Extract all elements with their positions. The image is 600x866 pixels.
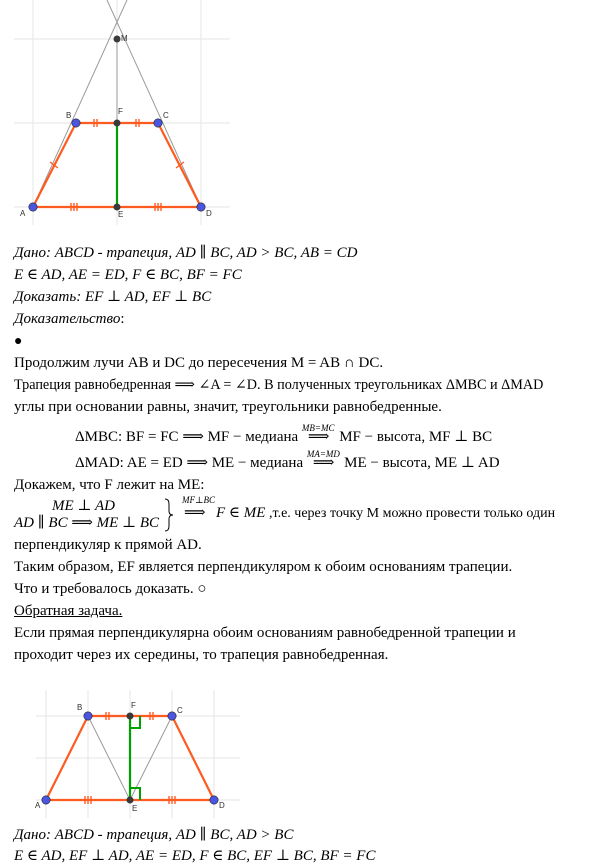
eq2-condition: MA=MD xyxy=(306,449,340,459)
given2-label: Дано xyxy=(14,827,46,843)
label-c-2: C xyxy=(177,706,183,715)
system-condition: MF⊥BC xyxy=(182,495,215,505)
system-tail: ,т.е. через точку М можно провести только один xyxy=(269,506,556,521)
label-b: B xyxy=(66,111,72,120)
bullet: ● xyxy=(14,334,23,349)
proof-line-4: Докажем, что F лежит на ME: xyxy=(14,477,205,493)
proof-line-6: Таким образом, EF является перпендикуляром к обоим основаниям трапеции. xyxy=(14,559,513,575)
system-brace xyxy=(164,498,174,532)
system-top: ME ⊥ AD xyxy=(52,498,115,514)
system-result: F ∈ ME xyxy=(216,505,266,521)
figure-1 xyxy=(0,0,600,240)
proof-label: Доказательство xyxy=(14,311,121,327)
eq1-left: ΔMBC: BF = FC ⟹ MF − медиана xyxy=(75,429,302,445)
grid-lines-2 xyxy=(36,690,240,818)
label-d: D xyxy=(206,209,212,218)
given2-line-2: E ∈ AD, EF ⊥ AD, AE = ED, F ∈ BC, EF ⊥ BC, BF = FC xyxy=(14,848,376,864)
label-f-2: F xyxy=(131,701,136,710)
eq2-arrow: ⟹ xyxy=(312,455,335,471)
given2-text: : ABCD - трапеция, AD ∥ BC, AD > BC xyxy=(46,827,294,843)
label-c: C xyxy=(163,111,169,120)
given-text: : ABCD - трапеция, AD ∥ BC, AD > BC, AB = CD xyxy=(46,245,358,261)
converse-line-1: Если прямая перпендикулярна обоим основаниям равнобедренной трапеции и xyxy=(14,625,516,641)
label-f: F xyxy=(118,107,123,116)
proof-line-7: Что и требовалось доказать. ○ xyxy=(14,581,207,597)
eq1-right: MF − высота, MF ⊥ BC xyxy=(335,429,493,445)
label-m: M xyxy=(121,34,128,43)
prove-line xyxy=(14,288,211,307)
eq2-implies xyxy=(306,449,341,473)
label-b-2: B xyxy=(77,703,83,712)
label-e: E xyxy=(118,210,124,219)
eq2-left: ΔMAD: AE = ED ⟹ ME − медиана xyxy=(75,455,307,471)
label-a: A xyxy=(20,209,26,218)
proof-line-3: углы при основании равны, значит, треугольники равнобедренные. xyxy=(14,399,442,415)
prove-text: : EF ⊥ AD, EF ⊥ BC xyxy=(76,289,212,305)
given-line-2: E ∈ AD, AE = ED, F ∈ BC, BF = FC xyxy=(14,267,242,283)
given-line-1 xyxy=(14,244,357,263)
proof-line-5: перпендикуляр к прямой AD. xyxy=(14,537,202,553)
label-e-2: E xyxy=(132,804,138,813)
equation-mbc xyxy=(75,423,493,447)
proof-line-1: Продолжим лучи AB и DC до пересечения M = AB ∩ DC. xyxy=(14,355,384,371)
eq2-right: ME − высота, ME ⊥ AD xyxy=(340,455,500,471)
converse-title: Обратная задача. xyxy=(14,603,123,619)
given2-line-1 xyxy=(14,826,293,845)
system-bottom: AD ∥ BC ⟹ ME ⊥ BC xyxy=(14,515,160,531)
system-arrow: ⟹ xyxy=(184,505,206,521)
converse-line-2: проходит через их середины, то трапеция равнобедренная. xyxy=(14,647,389,663)
figure-2 xyxy=(0,680,600,825)
eq1-arrow: ⟹ xyxy=(307,429,330,445)
equation-mad xyxy=(75,449,500,473)
eq1-condition: MB=MC xyxy=(301,423,335,433)
prove-label: Доказать xyxy=(14,289,77,305)
label-a-2: A xyxy=(35,801,41,810)
proof-line-2: Трапеция равнобедренная ⟹ ∠A = ∠D. В полученных треугольниках ΔMBC и ΔMAD xyxy=(14,377,544,393)
given-label: Дано xyxy=(14,245,46,261)
proof-line xyxy=(14,310,125,329)
label-d-2: D xyxy=(219,801,225,810)
proof-colon: : xyxy=(120,311,125,327)
